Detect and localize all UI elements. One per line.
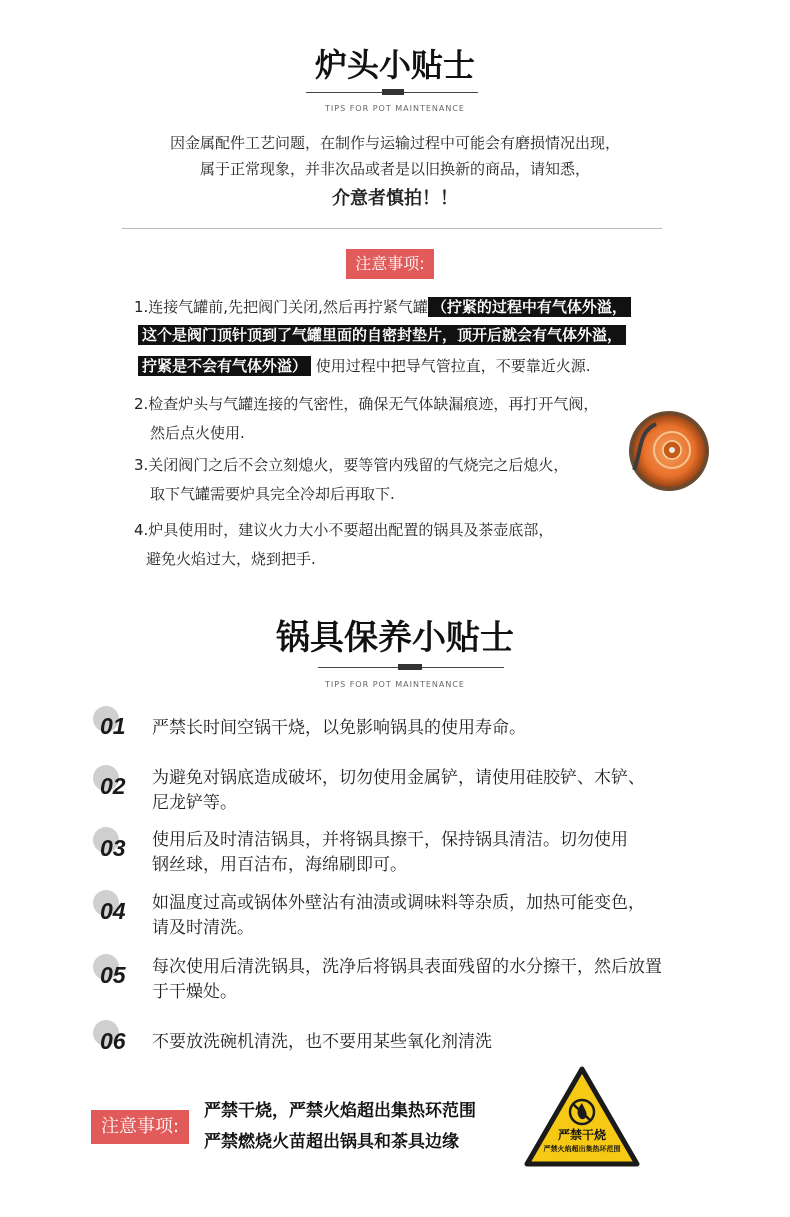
care-item-3: 使用后及时清洁锅具，并将锅具擦干，保持锅具清洁。切勿使用: [152, 830, 628, 850]
sign-subtitle: 严禁火焰超出集热环范围: [543, 1145, 621, 1153]
title-underline-block-2: [398, 664, 422, 670]
instruction-3-cont: 取下气罐需要炉具完全冷却后再取下.: [150, 485, 395, 503]
section1-subtitle: TIPS FOR POT MAINTENANCE: [325, 104, 465, 113]
item-number: 05: [100, 962, 126, 988]
item-number: 04: [100, 898, 126, 924]
title-underline-block: [382, 89, 404, 95]
section1-title: 炉头小贴士: [314, 46, 475, 84]
intro-line-3: 介意者慎拍！！: [332, 188, 458, 209]
care-item-1: 严禁长时间空锅干烧，以免影响锅具的使用寿命。: [152, 718, 526, 738]
instruction-1-highlight: （拧紧的过程中有气体外溢，: [428, 297, 631, 317]
section2-title: 锅具保养小贴士: [276, 618, 514, 658]
care-item-6: 不要放洗碗机清洗，也不要用某些氧化剂清洗: [152, 1032, 492, 1052]
intro-line-1: 因金属配件工艺问题，在制作与运输过程中可能会有磨损情况出现，: [169, 134, 620, 152]
no-dry-burn-sign: [524, 1066, 640, 1168]
care-item-2-cont: 尼龙铲等。: [152, 793, 237, 813]
warning-line-1: 严禁干烧，严禁火焰超出集热环范围: [204, 1101, 476, 1121]
instruction-1-tail: 使用过程中把导气管拉直，不要靠近火源.: [315, 357, 591, 375]
instruction-3: 3.关闭阀门之后不会立刻熄火，要等管内残留的气烧完之后熄火，: [134, 456, 569, 474]
item-number: 03: [100, 835, 126, 861]
instruction-1-highlight-3: 拧紧是不会有气体外溢）: [138, 356, 311, 376]
instruction-2: 2.检查炉头与气罐连接的气密性，确保无气体缺漏痕迹，再打开气阀，: [134, 395, 599, 413]
care-item-5: 每次使用后清洗锅具，洗净后将锅具表面残留的水分擦干，然后放置: [152, 957, 662, 977]
item-number: 01: [100, 713, 126, 739]
instruction-1-highlight-2: 这个是阀门顶针顶到了气罐里面的自密封垫片，顶开后就会有气体外溢，: [138, 325, 626, 345]
instruction-2-cont: 然后点火使用.: [150, 424, 245, 442]
item-number: 02: [100, 773, 126, 799]
care-item-2: 为避免对锅底造成破坏，切勿使用金属铲，请使用硅胶铲、木铲、: [152, 768, 645, 788]
instruction-1: [134, 294, 631, 320]
instruction-1-text: 1.连接气罐前,先把阀门关闭,然后再拧紧气罐: [134, 298, 428, 316]
care-item-4-cont: 请及时清洗。: [152, 918, 254, 938]
care-item-5-cont: 于干燥处。: [152, 982, 237, 1002]
instruction-1-cont-2: [138, 353, 591, 379]
sign-title: 严禁干烧: [557, 1128, 606, 1142]
care-item-3-cont: 钢丝球，用百洁布，海绵刷即可。: [152, 855, 407, 875]
item-number: 06: [100, 1028, 126, 1054]
care-item-4: 如温度过高或锅体外壁沾有油渍或调味料等杂质，加热可能变色，: [152, 893, 645, 913]
warning-line-2: 严禁燃烧火苗超出锅具和茶具边缘: [204, 1132, 459, 1152]
gas-canister-photo: [628, 410, 710, 492]
instruction-1-cont: [138, 322, 626, 348]
instruction-4: 4.炉具使用时，建议火力大小不要超出配置的锅具及茶壶底部，: [134, 521, 554, 539]
section2-subtitle: TIPS FOR POT MAINTENANCE: [325, 680, 465, 689]
intro-line-2: 属于正常现象，并非次品或者是以旧换新的商品，请知悉，: [199, 160, 590, 178]
notice-tag-2: 注意事项:: [91, 1110, 189, 1144]
notice-tag: 注意事项:: [346, 249, 434, 279]
section-divider: [122, 228, 662, 229]
instruction-4-cont: 避免火焰过大，烧到把手.: [146, 550, 316, 568]
